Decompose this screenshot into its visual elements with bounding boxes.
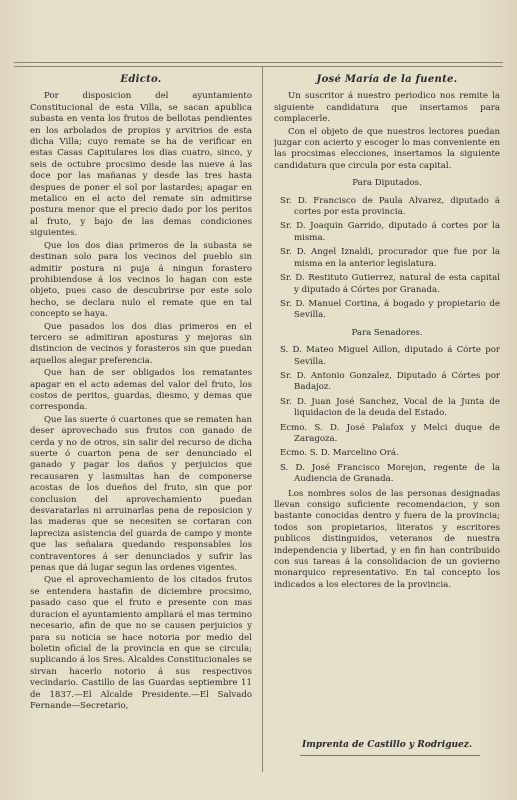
candidate-entry: Sr. D. Joaquin Garrido, diputado á cortes por la misma. (280, 221, 500, 243)
printer-rule (300, 755, 480, 756)
diputados-title: Para Diputados. (352, 178, 422, 189)
senadores-title: Para Senadores. (351, 327, 423, 338)
intro-paragraph: Un suscritor á nuestro periodico nos remite la siguiente candidatura que insertamos para complacerle. (274, 91, 500, 125)
candidate-entry: Ecmo. S. D. Marcelino Orá. (280, 448, 399, 459)
candidate-entry: Sr. D. Francisco de Paula Alvarez, diputado á cortes por esta provincia. (280, 195, 500, 218)
signature-heading: José María de la fuente. (316, 74, 458, 85)
paragraph: Que los dos dias primeros de la subasta se destinan solo para los vecinos del pueblo sin admitir postura ni puja á ningun forastero prohibiendose á los vecinos lo hagan con este objeto, pues caso de descubrirse por este solo hecho, se declara nulo el remate que en tal concepto se haya. (30, 240, 252, 320)
candidate-entry: Sr. D. Manuel Cortina, á bogado y propietario de Sevilla. (280, 298, 500, 321)
right-column (274, 74, 500, 772)
candidate-entry: Ecmo. S. D. José Palafox y Melci duque de Zaragoza. (280, 422, 500, 444)
candidate-entry: S. D. Mateo Miguel Aillon, diputado á Córte por Sevilla. (280, 345, 500, 367)
candidate-entry: Sr. D. Juan José Sanchez, Vocal de la Junta de liquidacion de la deuda del Estado. (280, 396, 500, 419)
candidate-entry: Sr. D. Restituto Gutierrez, natural de esta capital y diputado á Córtes por Granada. (280, 273, 500, 295)
edicto-heading: Edicto. (120, 74, 162, 85)
column-divider (262, 66, 263, 772)
closing-paragraph: Los nombres solos de las personas designadas llevan consigo suficiente recomendacion, y son bastante conocidas dentro y fuera de la provincia; todos son propietarios, literatos y escritores publicos distinguidos, veteranos de nuestra independencia y libertad, y en fin han contribuido con sus tareas á la consolidacion de un govierno monarquico representativo. En tal concepto los indicados a los electores de la provincia. (274, 488, 500, 590)
paragraph: Que pasados los dos dias primeros en el tercero se admitiran aposturas y mejoras sin distincion de vecinos y forasteros sin que puedan aquellos alegar preferencia. (30, 321, 252, 366)
paragraph: Que el aprovechamiento de los citados frutos se entendera hastafin de diciembre procsimo, pasado caso que el fruto e presente con mas duracion el ayuntamiento ampliará el mas termino necesario, afin de que no se causen perjuicios y para su noticia se hace notoria por medio del boletin oficial de la provincia en que se circula; suplicando á los Sres. Alcaldes Constitucionales se sirvan hacerlo notorio á sus respectivos vecindario. Castillo de las Guardas septiembre 11 de 1837.—El Alcalde Presidente.—El Salvado Fernande—Secretario, (30, 575, 252, 711)
candidate-entry: Sr. D. Angel Iznaldi, procurador que fue por la misma en la anterior legislatura. (280, 247, 500, 269)
paragraph: Que las suerte ó cuartones que se rematen han deser aprovechado sus frutos con ganado de cerda y no de otros, sin salir del recurso de dicha suerte ó cuarton pena de ser denunciado el ganado y pagar los daños y perjuicios que recausaren y lasmultas han de componerse acostas de los dueños del fruto, sin que por conclusion del aprovechamiento puedan desvaratarlas ni arruinarlas pena de reposicion y las maderas que se necesiten se cortaran con lapreciza asistencia del guarda de campo y monte que las señalara quedando responsables los contraventores á ser denunciados y sufrir las penas que dá lugar segun las ordenes vigentes. (30, 414, 252, 574)
printer-imprint: Imprenta de Castillo y Rodriguez. (301, 740, 473, 750)
left-column (30, 74, 252, 772)
header-rule (14, 66, 503, 67)
candidate-entry: Sr. D. Antonio Gonzalez, Diputado á Córtes por Badajoz. (280, 370, 500, 393)
candidate-entry: S. D. José Francisco Morejon, regente de la Audiencia de Granada. (280, 462, 500, 485)
paragraph: Que han de ser obligados los rematantes apagar en el acto ademas del valor del fruto, los costos de peritos, guardas, diesmo, y demas que corresponda. (30, 368, 252, 413)
intro-paragraph: Con el objeto de que nuestros lectores puedan juzgar con acierto y escoger lo mas conveniente en las procsimas elecciones, insertamos la siguiente candidatura que circula por esta capital. (274, 126, 500, 171)
top-rule (14, 62, 503, 63)
paragraph: Por disposicion del ayuntamiento Constitucional de esta Villa, se sacan apublica subasta en venta los frutos de bellotas pendientes en los arbolados de propios y arvitrios de esta dicha Villa; cuyo remate se ha de verificar en estas Casas Capitulares los dias cuatro, sinco, y seis de octubre procsimo desde las nueve á las doce por las mañanas y desde las tres hasta despues de poner el sol por lastardes; apagar en metalico en el acto del remate sin admitirse postura menor que el precio dado por los peritos al fruto, y bajo de las demas condiciones siguientes. (30, 91, 252, 239)
